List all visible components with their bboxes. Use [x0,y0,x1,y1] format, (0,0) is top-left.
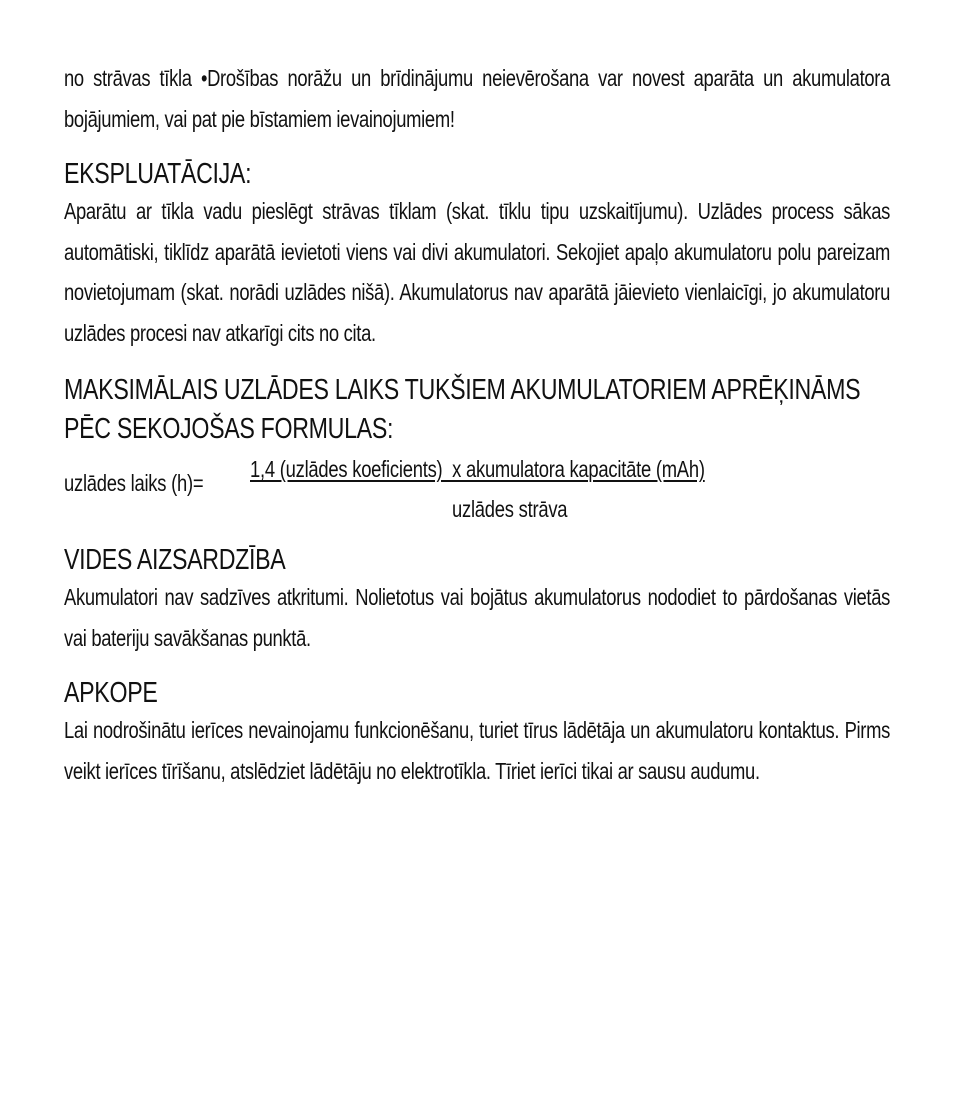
maintenance-heading: APKOPE [64,677,158,709]
formula-numerator: 1,4 (uzlādes koeficients) x akumulatora kapacitāte (mAh) [250,456,705,482]
document-page [64,58,890,791]
max-charge-time-heading: MAKSIMĀLAIS UZLĀDES LAIKS TUKŠIEM AKUMULATORIEM APRĒĶINĀMS PĒC SEKOJOŠAS FORMULAS: [64,374,861,445]
formula-lhs: uzlādes laiks (h)= [64,470,204,496]
environment-heading: VIDES AIZSARDZĪBA [64,544,286,576]
charge-time-formula [64,455,890,529]
maintenance-paragraph: Lai nodrošinātu ierīces nevainojamu funkcionēšanu, turiet tīrus lādētāja un akumulatoru kontaktus. Pirms veikt ierīces tīrīšanu, atslēdziet lādētāju no elektrotīkla. Tīriet ierīci tikai ar sausu audumu. [64,717,890,784]
intro-paragraph: no strāvas tīkla •Drošības norāžu un brīdinājumu neievērošana var novest aparāta un akumulatora bojājumiem, vai pat pie bīstamiem ievainojumiem! [64,65,890,132]
environment-paragraph: Akumulatori nav sadzīves atkritumi. Nolietotus vai bojātus akumulatorus nododiet to pārdošanas vietās vai bateriju savākšanas punktā. [64,584,890,651]
operation-heading: EKSPLUATĀCIJA: [64,158,252,190]
formula-denominator: uzlādes strāva [452,496,568,522]
operation-paragraph: Aparātu ar tīkla vadu pieslēgt strāvas tīklam (skat. tīklu tipu uzskaitījumu). Uzlādes process sākas automātiski, tiklīdz aparātā ievietoti viens vai divi akumulatori. Sekojiet apaļo akumulatoru polu pareizam novietojumam (skat. norādi uzlādes nišā). Akumulatorus nav aparātā jāievieto vienlaicīgi, jo akumulatoru uzlādes procesi nav atkarīgi cits no cita. [64,198,890,346]
